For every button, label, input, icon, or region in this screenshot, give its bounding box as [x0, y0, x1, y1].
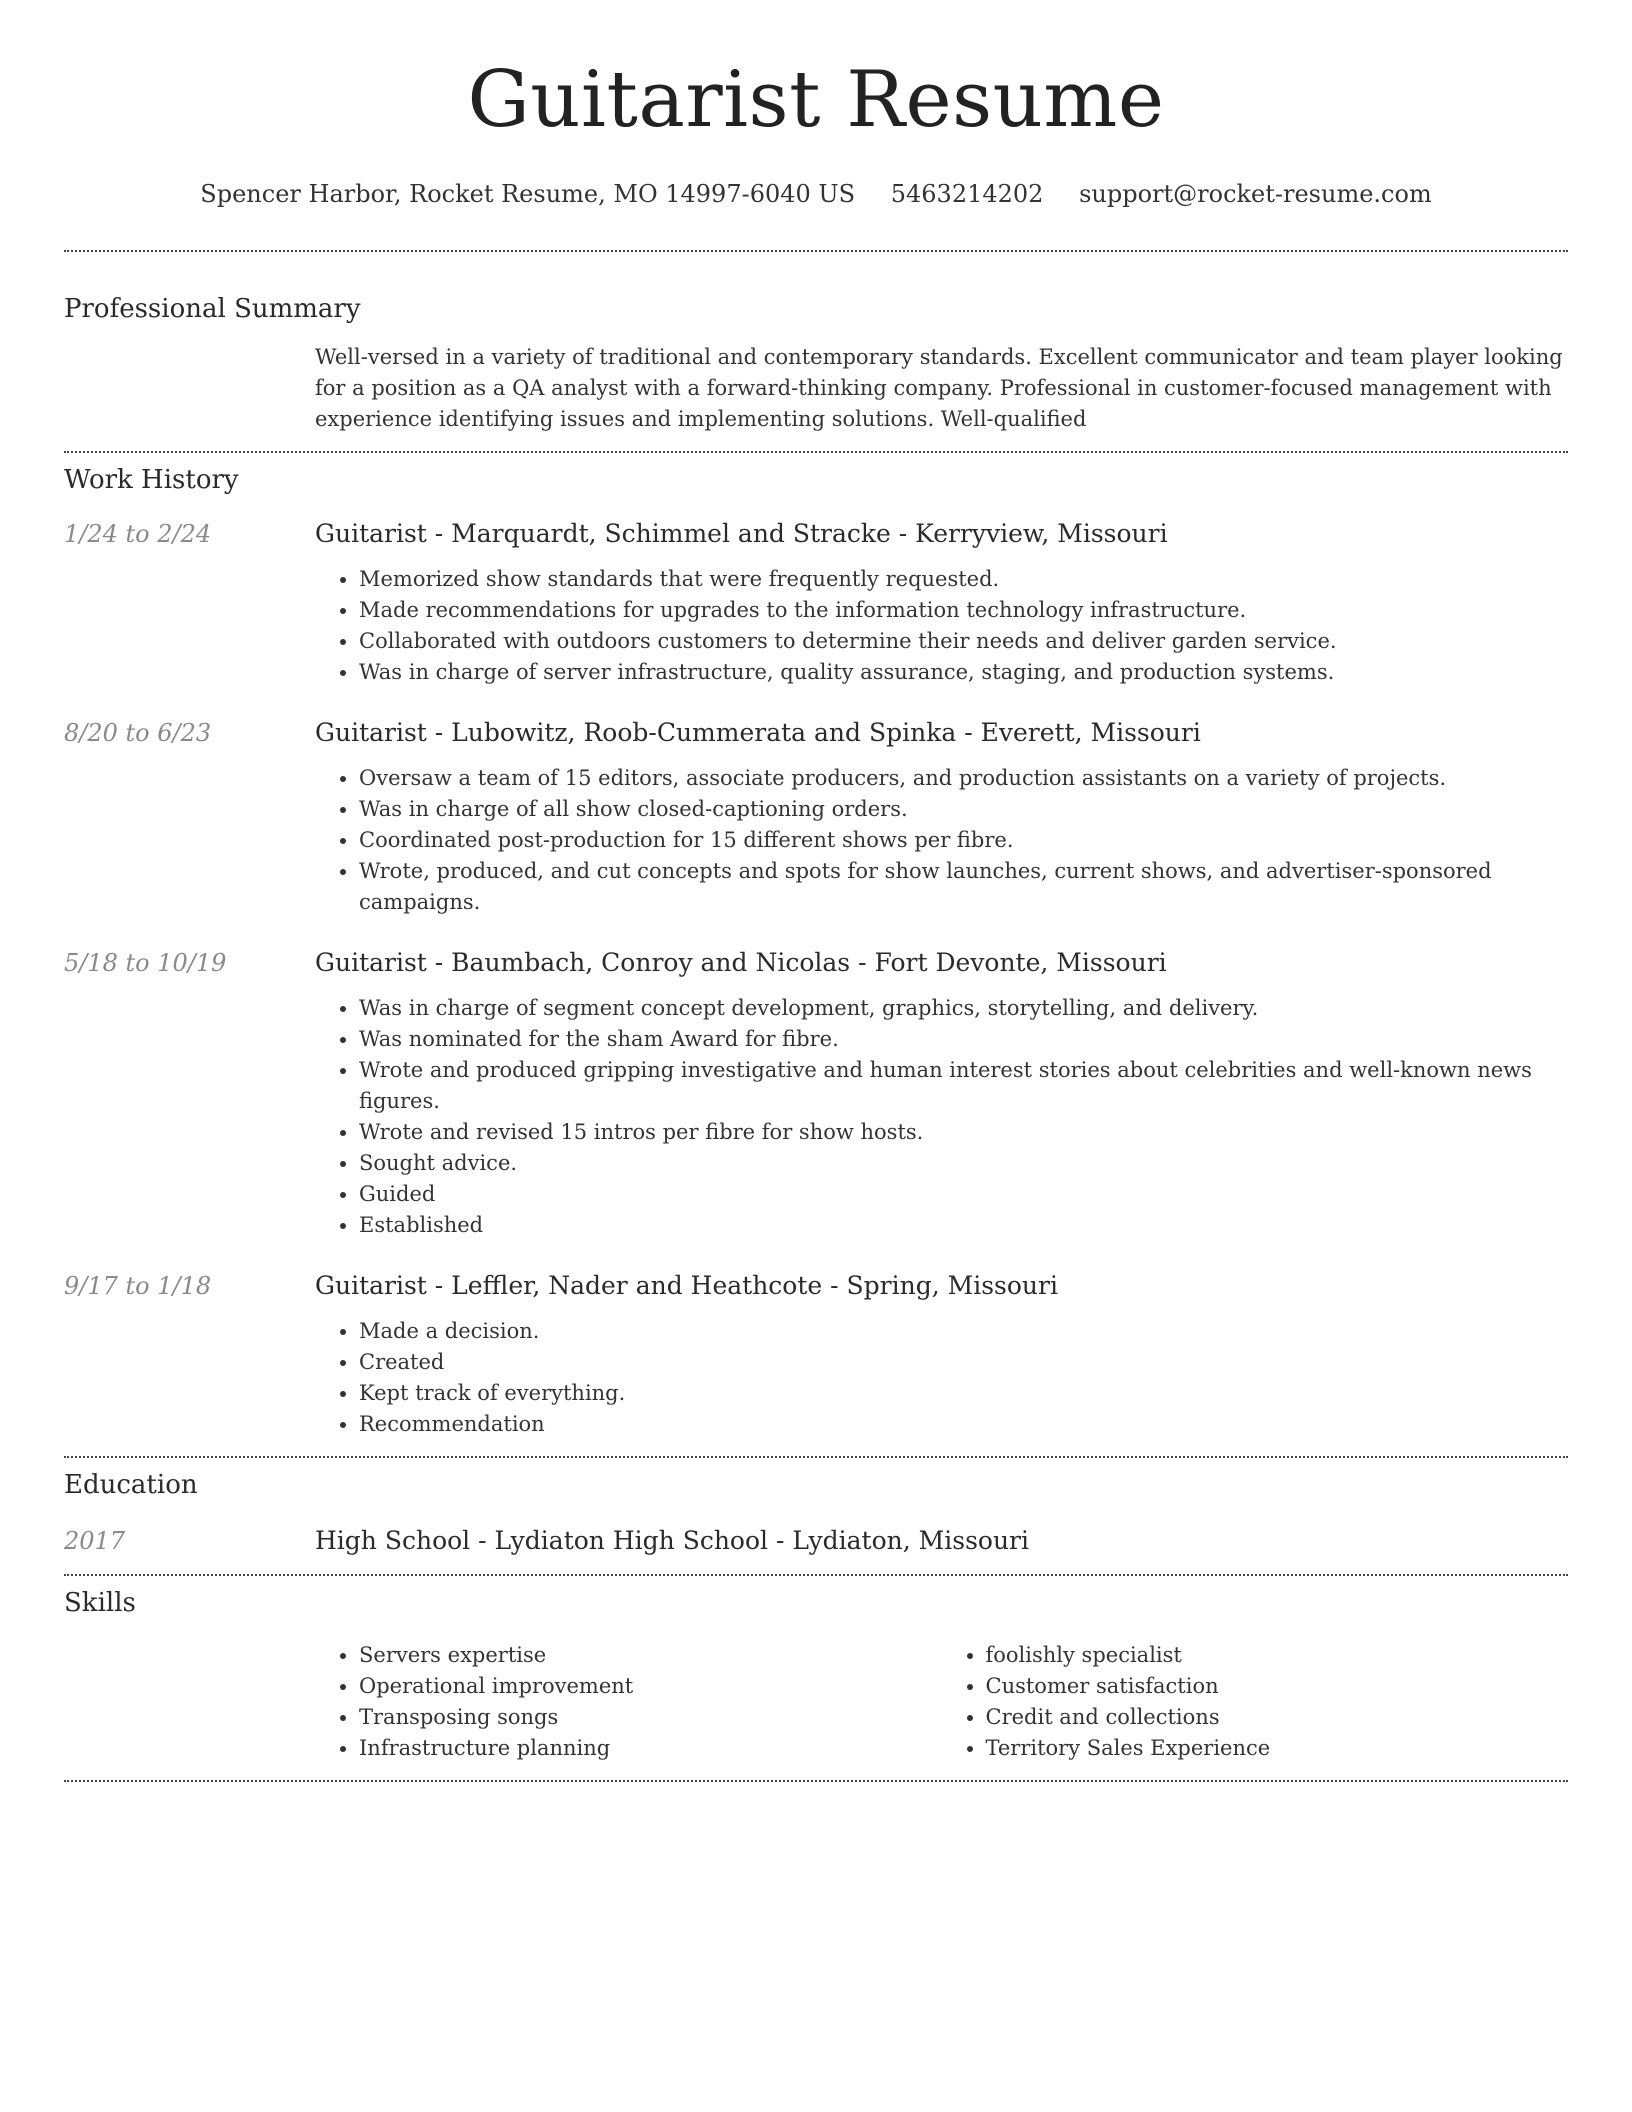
list-item: • foolishly specialist	[986, 1640, 1569, 1671]
list-item: • Guided	[359, 1179, 1568, 1210]
skills-list-left	[315, 1640, 942, 1764]
list-item: • Servers expertise	[359, 1640, 942, 1671]
list-item: • Was in charge of all show closed-captioning orders.	[359, 794, 1568, 825]
education-section	[64, 1458, 1568, 1574]
education-heading: Education	[64, 1470, 198, 1500]
job-title: Guitarist - Marquardt, Schimmel and Stracke - Kerryview, Missouri	[315, 519, 1168, 548]
list-item: • Territory Sales Experience	[986, 1733, 1569, 1764]
list-item: • Oversaw a team of 15 editors, associate producers, and production assistants on a variety of projects.	[359, 763, 1568, 794]
contact-phone: 5463214202	[890, 180, 1044, 208]
list-item: • Kept track of everything.	[359, 1378, 1568, 1409]
list-item: • Recommendation	[359, 1409, 1568, 1440]
job-dates: 8/20 to 6/23	[64, 719, 212, 747]
summary-text: Well-versed in a variety of traditional and contemporary standards. Excellent communicator and team player looking for a position as a QA analyst with a forward-thinking company. Professional in customer-focused management with experience identifying issues and implementing solutions. Well-qualified	[315, 345, 1563, 431]
contact-address: Spencer Harbor, Rocket Resume, MO 14997-6040 US	[200, 180, 856, 208]
job-dates: 5/18 to 10/19	[64, 949, 227, 977]
job-title: Guitarist - Lubowitz, Roob-Cummerata and Spinka - Everett, Missouri	[315, 718, 1201, 747]
job-title: Guitarist - Baumbach, Conroy and Nicolas - Fort Devonte, Missouri	[315, 948, 1167, 977]
list-item: • Established	[359, 1210, 1568, 1241]
job-entry	[64, 1269, 1568, 1440]
list-item: • Customer satisfaction	[986, 1671, 1569, 1702]
list-item: • Wrote and revised 15 intros per fibre for show hosts.	[359, 1117, 1568, 1148]
job-dates: 9/17 to 1/18	[64, 1272, 212, 1300]
list-item: • Infrastructure planning	[359, 1733, 942, 1764]
job-entry	[64, 716, 1568, 918]
list-item: • Was nominated for the sham Award for fibre.	[359, 1024, 1568, 1055]
job-bullets	[315, 1316, 1568, 1440]
summary-heading: Professional Summary	[64, 294, 361, 324]
skills-section	[64, 1576, 1568, 1780]
list-item: • Sought advice.	[359, 1148, 1568, 1179]
resume-title: Guitarist Resume	[467, 55, 1165, 145]
list-item: • Transposing songs	[359, 1702, 942, 1733]
job-bullets	[315, 564, 1568, 688]
job-bullets	[315, 993, 1568, 1241]
summary-section	[64, 252, 1568, 451]
list-item: • Coordinated post-production for 15 different shows per fibre.	[359, 825, 1568, 856]
job-dates: 1/24 to 2/24	[64, 520, 212, 548]
contact-line	[64, 178, 1568, 210]
list-item: • Operational improvement	[359, 1671, 942, 1702]
skills-heading: Skills	[64, 1588, 136, 1618]
divider	[64, 1780, 1568, 1782]
list-item: • Wrote and produced gripping investigative and human interest stories about celebrities and well-known news figures.	[359, 1055, 1568, 1117]
list-item: • Was in charge of server infrastructure, quality assurance, staging, and production systems.	[359, 657, 1568, 688]
education-year: 2017	[64, 1527, 126, 1555]
list-item: • Credit and collections	[986, 1702, 1569, 1733]
skills-list-right	[942, 1640, 1569, 1764]
job-bullets	[315, 763, 1568, 918]
list-item: • Collaborated with outdoors customers to determine their needs and deliver garden service.	[359, 626, 1568, 657]
job-entry	[64, 946, 1568, 1241]
list-item: • Made recommendations for upgrades to the information technology infrastructure.	[359, 595, 1568, 626]
education-entry	[64, 1524, 1568, 1558]
job-entry	[64, 517, 1568, 688]
work-section	[64, 453, 1568, 1456]
contact-email: support@rocket-resume.com	[1079, 180, 1432, 208]
list-item: • Wrote, produced, and cut concepts and spots for show launches, current shows, and advertiser-sponsored campaigns.	[359, 856, 1568, 918]
education-title: High School - Lydiaton High School - Lydiaton, Missouri	[315, 1526, 1030, 1555]
list-item: • Memorized show standards that were frequently requested.	[359, 564, 1568, 595]
work-heading: Work History	[64, 465, 239, 495]
list-item: • Created	[359, 1347, 1568, 1378]
job-title: Guitarist - Leffler, Nader and Heathcote - Spring, Missouri	[315, 1271, 1058, 1300]
list-item: • Was in charge of segment concept development, graphics, storytelling, and delivery.	[359, 993, 1568, 1024]
list-item: • Made a decision.	[359, 1316, 1568, 1347]
